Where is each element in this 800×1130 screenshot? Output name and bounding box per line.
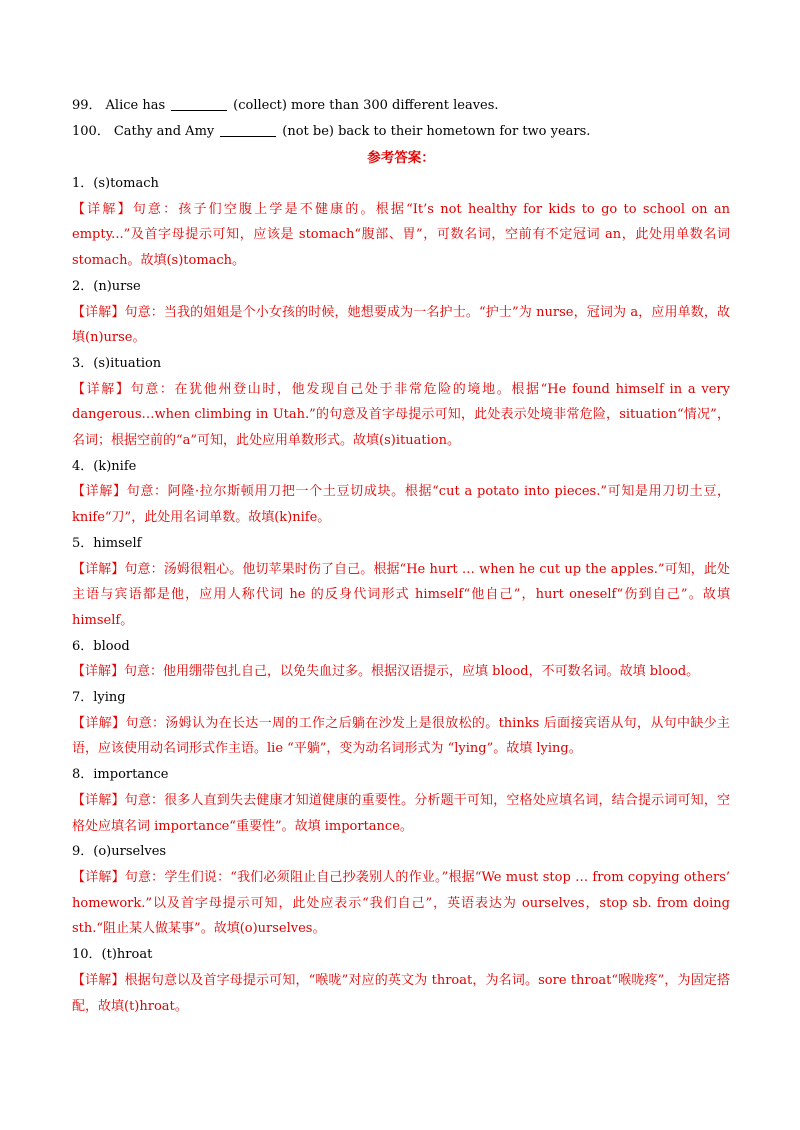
document-page [72,93,730,1019]
answer-blank [171,96,227,111]
answer-detail: 【详解】句意：当我的姐姐是个小女孩的时候，她想要成为一名护士。“护士”为 nurse，冠词为 a，应用单数，故填(n)urse。 [72,304,730,346]
answer-detail: 【详解】句意：阿隆·拉尔斯顿用刀把一个土豆切成块。根据“cut a potato into pieces.”可知是用刀切土豆，knife“刀”，此处用名词单数。故填(k)nife。 [72,484,730,526]
answer-detail: 【详解】根据句意以及首字母提示可知，“喉咙”对应的英文为 throat，为名词。sore throat“喉咙疼”，为固定搭配，故填(t)hroat。 [72,972,730,1014]
answer-detail: 【详解】句意：学生们说：“我们必须阻止自己抄袭别人的作业。”根据“We must stop … from copying others’ homework.”以及首字母提示可知，此处应表示“我们自己”，英语表达为 ourselves，stop sb. from doing sth.“阻止某人做某事”。故填(o)urselves。 [72,869,730,937]
question-99 [72,93,730,119]
question-number: 99． [72,98,102,113]
answer-label: 1．(s)tomach [72,176,159,191]
answer-detail: 【详解】句意：很多人直到失去健康才知道健康的重要性。分析题干可知，空格处应填名词，结合提示词可知，空格处应填名词 importance“重要性”。故填 importance。 [72,792,730,834]
question-number: 100． [72,124,110,139]
question-hint: (not be) back to their hometown for two years. [282,124,591,139]
answer-detail: 【详解】句意：汤姆认为在长达一周的工作之后躺在沙发上是很放松的。thinks 后面接宾语从句，从句中缺少主语，应该使用动名词形式作主语。lie “平躺”，变为动名词形式为 “lying”。故填 lying。 [72,715,730,757]
answer-blank [220,122,276,137]
answer-detail: 【详解】句意：在犹他州登山时，他发现自己处于非常危险的境地。根据“He found himself in a very dangerous…when climbing in Utah.”的句意及首字母提示可知，此处表示处境非常危险，situation“情况”，名词；根据空前的“a”可知，此处应用单数形式。故填(s)ituation。 [72,381,730,449]
answer-label: 10．(t)hroat [72,947,153,963]
answer-label: 9．(o)urselves [72,844,167,860]
answers-list [72,171,730,1019]
answer-label: 3．(s)ituation [72,355,162,371]
question-hint: (collect) more than 300 different leaves. [233,98,499,113]
question-text: Cathy and Amy [113,124,215,139]
answers-title: 参考答案： [367,150,435,166]
question-100 [72,119,730,145]
answer-detail: 【详解】句意：孩子们空腹上学是不健康的。根据“It’s not healthy for kids to go to school on an empty...”及首字母提示可知，应该是 stomach“腹部、胃”，可数名词，空前有不定冠词 an，此处用单数名词 stomach。故填(s)tomach。 [72,201,730,269]
answer-label: 6．blood [72,638,130,654]
question-text: Alice has [105,98,166,113]
answer-label: 4．(k)nife [72,458,137,474]
answer-label: 7．lying [72,690,126,706]
answer-detail: 【详解】句意：汤姆很粗心。他切苹果时伤了自己。根据“He hurt … when he cut up the apples.”可知，此处主语与宾语都是他，应用人称代词 he 的反身代词形式 himself“他自己”，hurt oneself“伤到自己”。故填 himself。 [72,561,730,628]
answer-detail: 【详解】句意：他用绷带包扎自己，以免失血过多。根据汉语提示，应填 blood，不可数名词。故填 blood。 [72,664,700,680]
answer-label: 5．himself [72,535,142,551]
answer-label: 2．(n)urse [72,278,141,294]
answer-label: 8．importance [72,767,169,783]
